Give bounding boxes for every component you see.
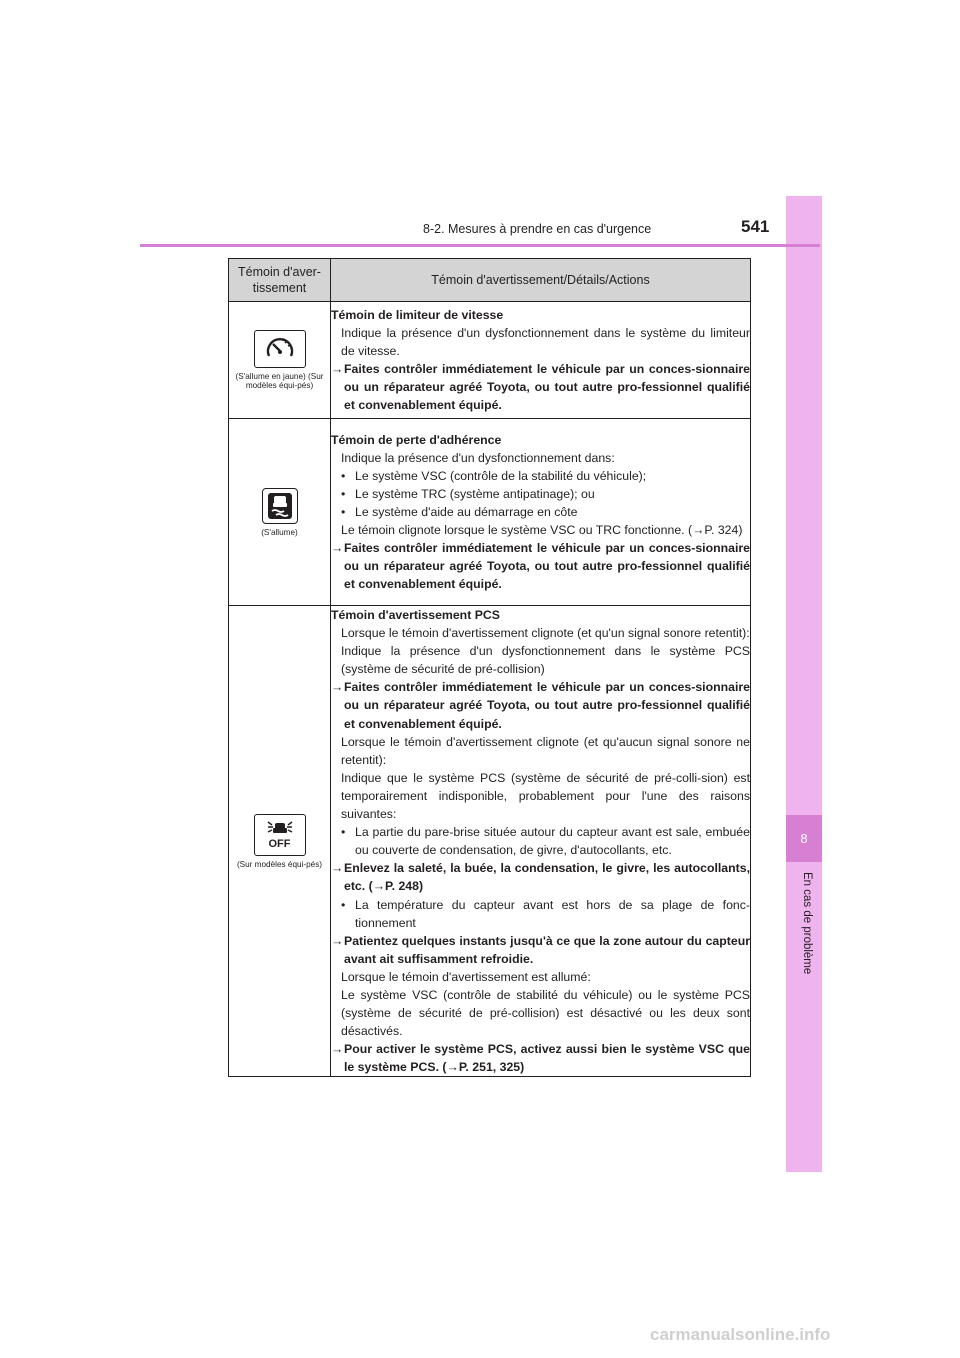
icon-caption: (Sur modèles équi-pés) (236, 859, 323, 869)
icon-caption: (S'allume) (261, 527, 298, 537)
section-title: 8-2. Mesures à prendre en cas d'urgence (423, 222, 652, 236)
col-header-light: Témoin d'aver-tissement (229, 259, 331, 302)
paragraph: Indique la présence d'un dysfonctionnement dans le système du limiteur de vitesse. (341, 325, 750, 358)
paragraph: Indique la présence d'un dysfonctionnement dans: (341, 450, 615, 465)
col-header-details: Témoin d'avertissement/Détails/Actions (331, 259, 751, 302)
icon-cell (229, 419, 331, 606)
action-item: → Enlevez la saleté, la buée, la condensation, le givre, les autocollants, etc. (→P. 248) (331, 859, 750, 895)
watermark: carmanualsonline.info (650, 1325, 831, 1344)
chapter-label: En cas de problème (801, 872, 813, 975)
chapter-number: 8 (786, 815, 822, 862)
pcs-off-icon (254, 814, 306, 856)
arrow-icon: → (331, 861, 344, 876)
header-rule (140, 244, 820, 247)
table-row (229, 302, 751, 419)
table-row (229, 606, 751, 1077)
row-title: Témoin d'avertissement PCS (331, 608, 500, 622)
arrow-icon: → (331, 1042, 344, 1057)
arrow-icon: → (331, 933, 344, 948)
paragraph: Le système VSC (contrôle de stabilité du véhicule) ou le système PCS (système de sécurité de pré-collision) est désactivé ou les deux sont désactivés. (341, 987, 750, 1039)
list-item: • Le système VSC (contrôle de la stabilité du véhicule); (341, 468, 647, 483)
chapter-side-tab (786, 196, 822, 1172)
warning-light-table (228, 258, 751, 1077)
details-cell (331, 302, 751, 419)
details-cell (331, 606, 751, 1077)
slip-indicator-icon (262, 488, 298, 524)
paragraph: Indique la présence d'un dysfonctionnement dans le système PCS (système de sécurité de pré-collision) (341, 644, 750, 677)
row-title: Témoin de limiteur de vitesse (331, 307, 504, 322)
icon-cell (229, 606, 331, 1077)
paragraph: Indique que le système PCS (système de sécurité de pré-colli-sion) est temporairement indisponible, probablement pour l'une des raisons suivantes: (341, 770, 750, 822)
page-number: 541 (741, 217, 770, 236)
arrow-icon: → (331, 680, 344, 695)
list-item: • Le système d'aide au démarrage en côte (341, 504, 578, 519)
action-item: → Patientez quelques instants jusqu'à ce que la zone autour du capteur avant ait suffisamment refroidie. (331, 932, 750, 968)
row-title: Témoin de perte d'adhérence (331, 432, 502, 447)
table-row (229, 419, 751, 606)
off-label: OFF (268, 838, 291, 851)
speed-limiter-icon (254, 330, 306, 368)
paragraph: Lorsque le témoin d'avertissement clignote (et qu'un signal sonore retentit): (341, 626, 750, 641)
paragraph: Lorsque le témoin d'avertissement est allumé: (341, 969, 591, 984)
action-item: → Faites contrôler immédiatement le véhicule par un conces-sionnaire ou un réparateur agréé Toyota, ou tout autre pro-fessionnel qualifié et convenablement équipé. (331, 360, 750, 414)
icon-cell (229, 302, 331, 419)
list-item: • Le système TRC (système antipatinage); ou (341, 486, 595, 501)
action-item: → Pour activer le système PCS, activez aussi bien le système VSC que le système PCS. (→P. 251, 325) (331, 1040, 750, 1076)
action-item: → Faites contrôler immédiatement le véhicule par un conces-sionnaire ou un réparateur agréé Toyota, ou tout autre pro-fessionnel qualifié et convenablement équipé. (331, 539, 750, 593)
arrow-icon: → (331, 541, 344, 556)
paragraph: Lorsque le témoin d'avertissement clignote (et qu'aucun signal sonore ne retentit): (341, 734, 750, 767)
arrow-icon: → (331, 362, 344, 376)
details-cell (331, 419, 751, 606)
table-header-row (229, 259, 751, 302)
list-item: • La température du capteur avant est hors de sa plage de fonc-tionnement (341, 897, 750, 930)
action-item: → Faites contrôler immédiatement le véhicule par un conces-sionnaire ou un réparateur agréé Toyota, ou tout autre pro-fessionnel qualifié et convenablement équipé. (331, 678, 750, 732)
icon-caption: (S'allume en jaune) (Sur modèles équi-pés) (235, 372, 324, 390)
paragraph: Le témoin clignote lorsque le système VSC ou TRC fonctionne. (→P. 324) (341, 523, 743, 538)
list-item: • La partie du pare-brise située autour du capteur avant est sale, embuée ou couverte de condensation, de givre, d'autocollants, etc. (341, 825, 750, 858)
